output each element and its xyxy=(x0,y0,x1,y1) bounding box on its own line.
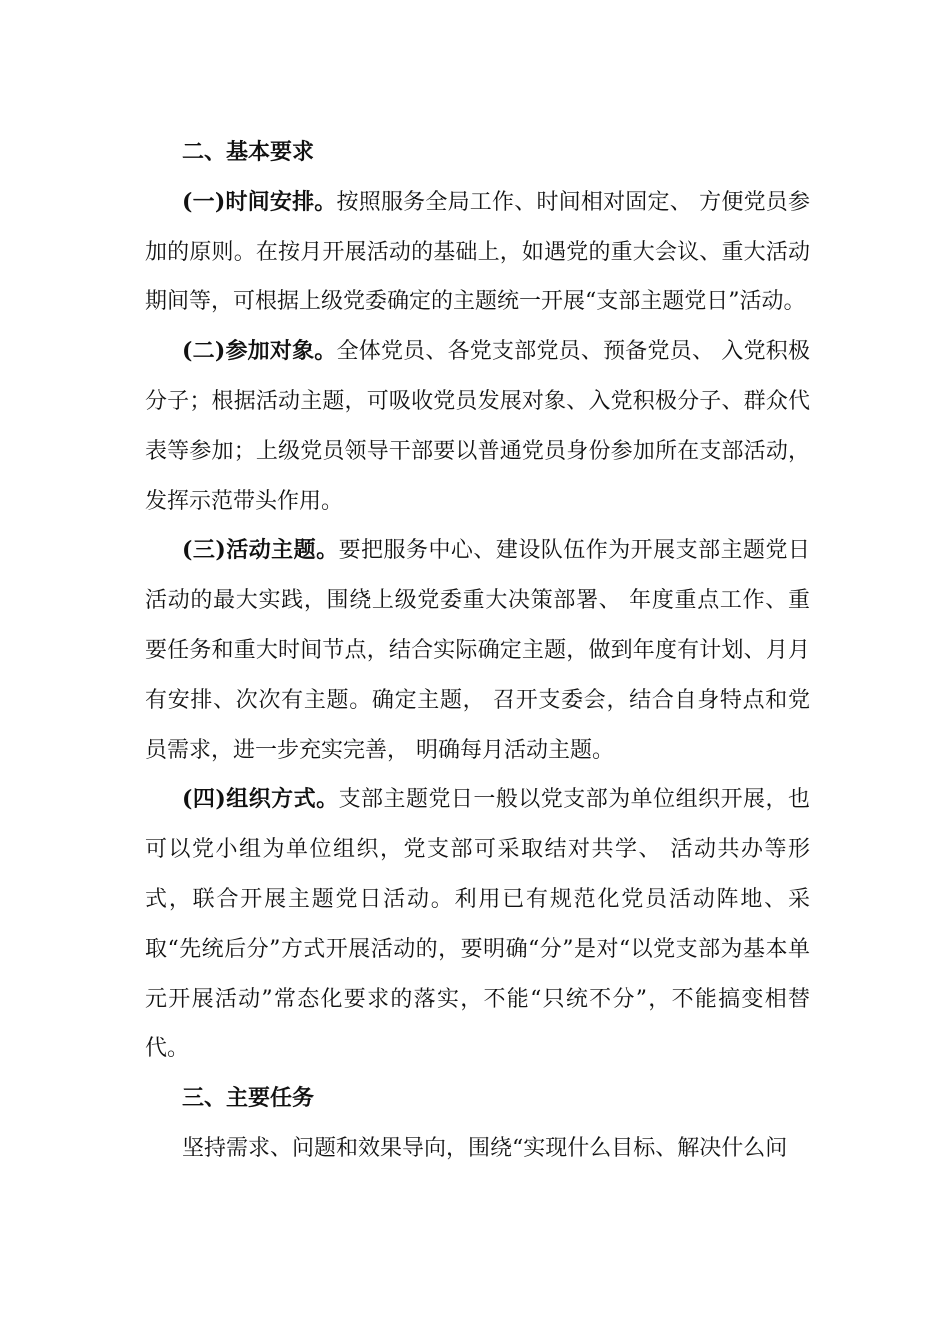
paragraph-main-tasks-intro: 坚持需求、问题和效果导向，围绕“实现什么目标、解决什么问 xyxy=(182,1135,788,1161)
paragraph-activity-theme xyxy=(145,526,810,775)
paragraph-text: 支部主题党日一般以党支部为单位组织开展，也可以党小组为单位组织，党支部可采取结对共学、 活动共办等形式，联合开展主题党日活动。利用已有规范化党员活动阵地、采取“先统后分”方式开展活动的，要明确“分”是对“以党支部为基本单元开展活动”常态化要求的落实，不能“只统不分”，不能搞变相替代。 xyxy=(145,787,810,1062)
paragraph-lead: (三)活动主题。 xyxy=(182,537,339,564)
paragraph-text: 要把服务中心、建设队伍作为开展支部主题党日活动的最大实践，围绕上级党委重大决策部署、 年度重点工作、重要任务和重大时间节点，结合实际确定主题，做到年度有计划、月月有安排、次次有主题。确定主题， 召开支委会，结合自身特点和党员需求，进一步充实完善， 明确每月活动主题。 xyxy=(145,538,810,763)
paragraph-organization-method xyxy=(145,775,810,1074)
section-heading-basic-requirements: 二、基本要求 xyxy=(182,139,315,165)
paragraph-time-arrangement xyxy=(145,178,810,327)
paragraph-lead: (四)组织方式。 xyxy=(182,786,339,813)
paragraph-lead: (二)参加对象。 xyxy=(182,338,337,365)
paragraph-text: 全体党员、各党支部党员、预备党员、 入党积极分子；根据活动主题，可吸收党员发展对象、入党积极分子、群众代表等参加；上级党员领导干部要以普通党员身份参加所在支部活动，发挥示范带头作用。 xyxy=(145,339,810,514)
paragraph-participants xyxy=(145,327,810,526)
paragraph-lead: (一)时间安排。 xyxy=(182,188,337,215)
section-heading-main-tasks: 三、主要任务 xyxy=(182,1085,315,1112)
document-body xyxy=(145,128,810,1174)
paragraph-text: 按照服务全局工作、时间相对固定、 方便党员参加的原则。在按月开展活动的基础上，如遇党的重大会议、重大活动期间等，可根据上级党委确定的主题统一开展“支部主题党日”活动。 xyxy=(145,189,810,315)
